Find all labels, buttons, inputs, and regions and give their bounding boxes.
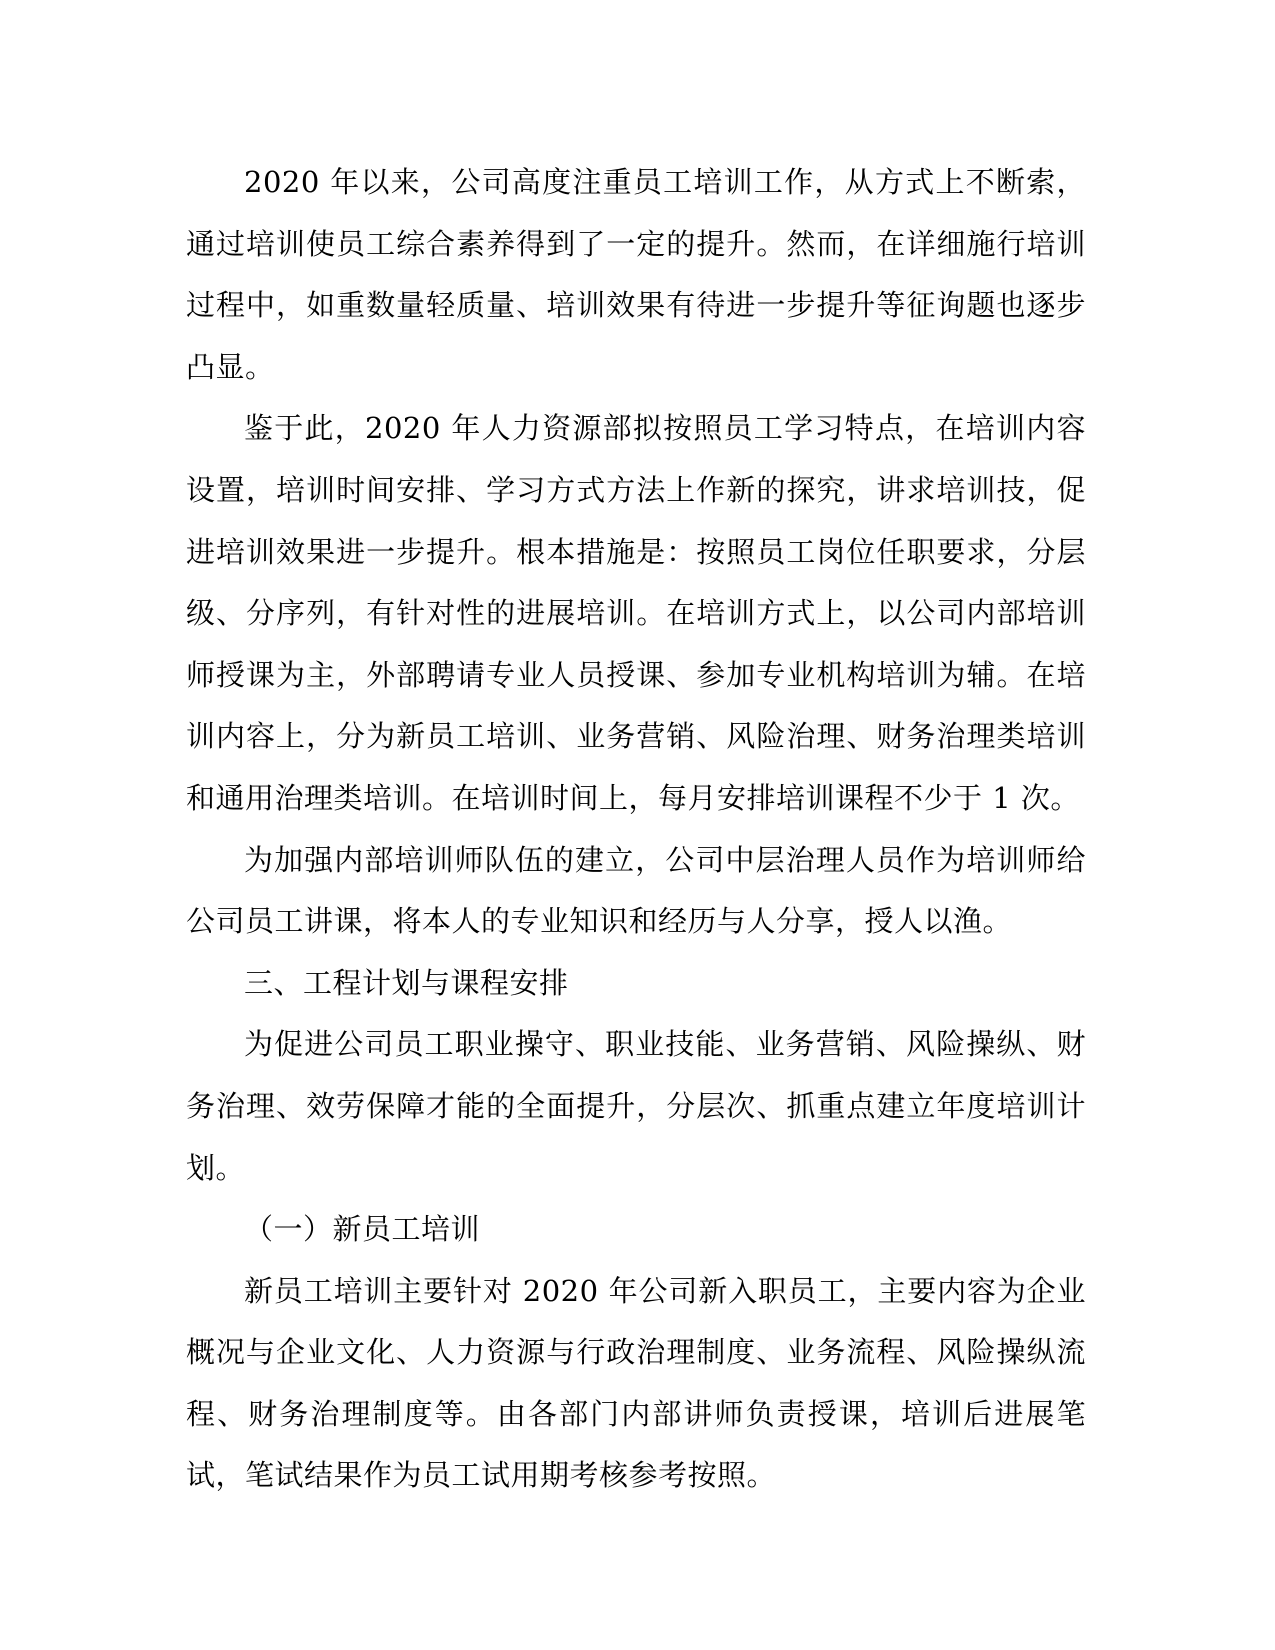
document-body [186,152,1086,1507]
paragraph-internal-trainers: 为加强内部培训师队伍的建立，公司中层治理人员作为培训师给公司员工讲课，将本人的专业知识和经历与人分享，授人以渔。 [186,842,1086,939]
paragraph-annual-plan: 为促进公司员工职业操守、职业技能、业务营销、风险操纵、财务治理、效劳保障才能的全面提升，分层次、抓重点建立年度培训计划。 [186,1027,1086,1185]
section-heading-plan: 三、工程计划与课程安排 [244,965,569,1000]
paragraph-new-employee-training: 新员工培训主要针对 2020 年公司新入职员工，主要内容为企业概况与企业文化、人力资源与行政治理制度、业务流程、风险操纵流程、财务治理制度等。由各部门内部讲师负责授课，培训后进展笔试，笔试结果作为员工试用期考核参考按照。 [186,1273,1086,1493]
paragraph-training-measures: 鉴于此，2020 年人力资源部拟按照员工学习特点，在培训内容设置，培训时间安排、学习方式方法上作新的探究，讲求培训技，促进培训效果进一步提升。根本措施是：按照员工岗位任职要求，分层级、分序列，有针对性的进展培训。在培训方式上，以公司内部培训师授课为主，外部聘请专业人员授课、参加专业机构培训为辅。在培训内容上，分为新员工培训、业务营销、风险治理、财务治理类培训和通用治理类培训。在培训时间上，每月安排培训课程不少于 1 次。 [186,411,1086,815]
subsection-heading-new-employee: （一）新员工培训 [244,1212,481,1247]
paragraph-training-review: 2020 年以来，公司高度注重员工培训工作，从方式上不断索，通过培训使员工综合素养得到了一定的提升。然而，在详细施行培训过程中，如重数量轻质量、培训效果有待进一步提升等征询题也逐步凸显。 [186,165,1086,384]
